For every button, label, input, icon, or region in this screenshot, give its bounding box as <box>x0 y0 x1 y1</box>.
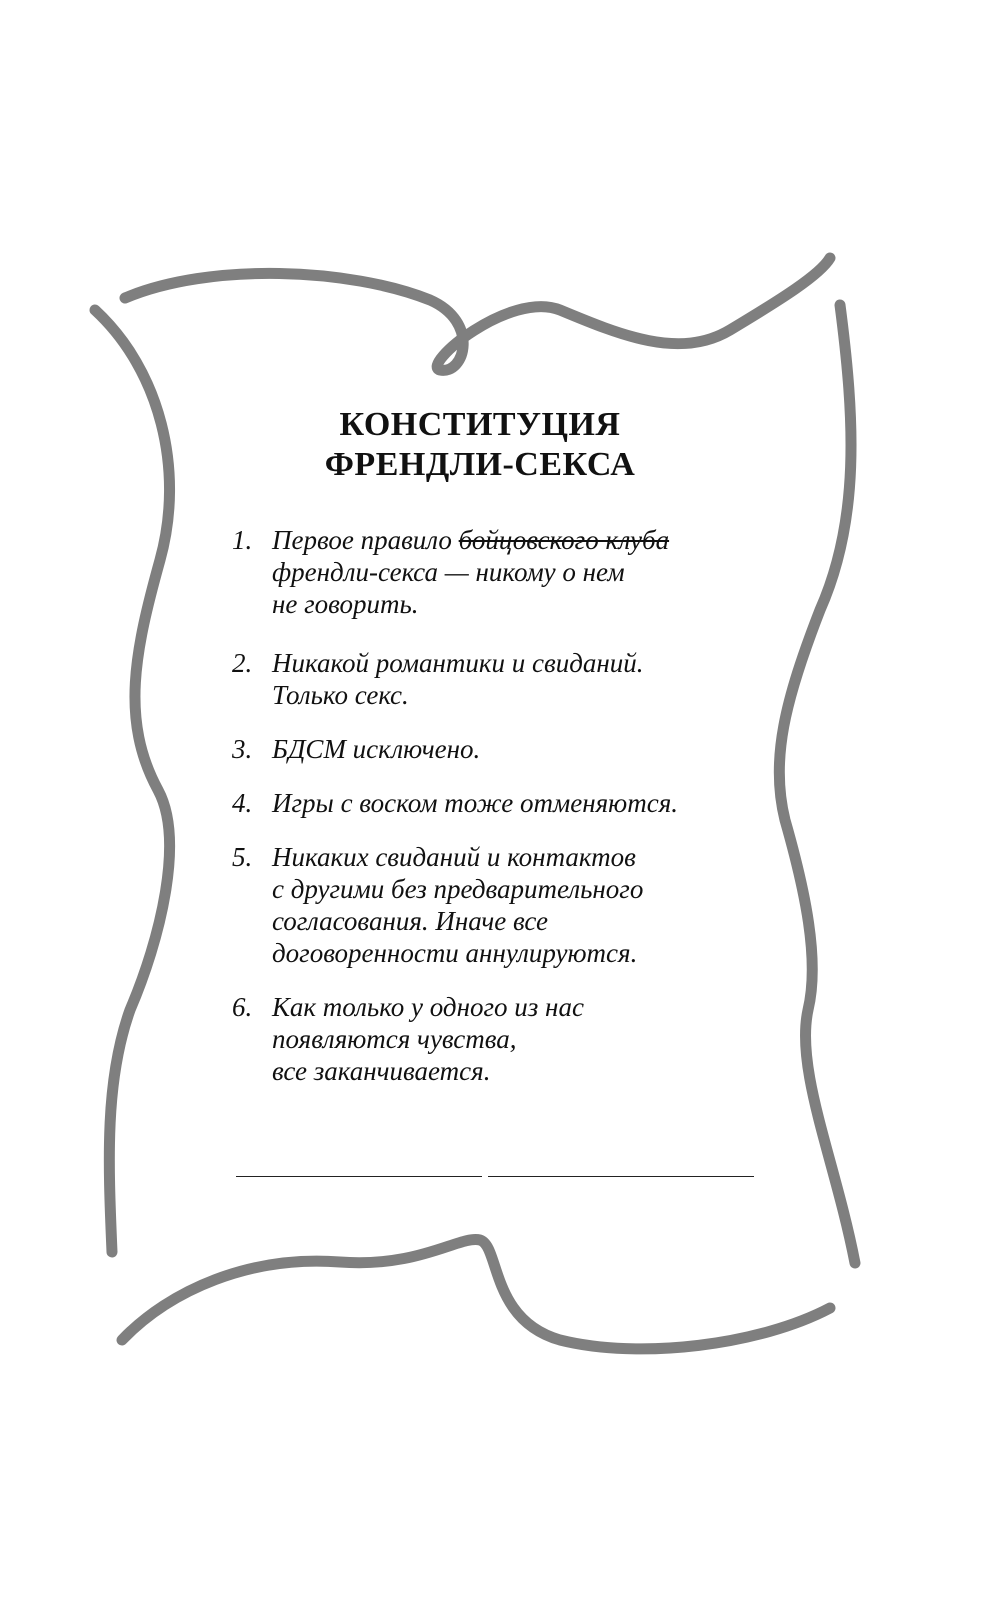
rule-text-line: договоренности аннулируются. <box>272 938 638 968</box>
frame-bottom-edge <box>122 1239 830 1348</box>
frame-right-edge <box>779 305 855 1263</box>
signature-line-left[interactable] <box>236 1176 482 1177</box>
rule-text-line: Только секс. <box>272 680 409 710</box>
rule-text-line: Никаких свиданий и контактов <box>272 842 636 872</box>
signature-line-right[interactable] <box>488 1176 754 1177</box>
rule-number: 5. <box>232 842 253 872</box>
struck-out-text: бойцовского клуба <box>458 525 670 555</box>
rule-number: 2. <box>232 648 253 678</box>
rule-number: 4. <box>232 788 253 818</box>
frame-top-edge <box>125 258 830 370</box>
rules-list <box>232 524 752 1087</box>
rule-item-6 <box>232 991 752 1087</box>
rule-text-plain: Первое правило <box>272 525 459 555</box>
rule-text <box>272 841 643 969</box>
rule-item-3 <box>232 733 752 765</box>
rule-text <box>272 524 669 620</box>
rule-item-1 <box>232 524 752 620</box>
rule-number: 3. <box>232 734 253 764</box>
rule-item-5 <box>232 841 752 969</box>
document-title-line-2: ФРЕНДЛИ-СЕКСА <box>324 446 636 483</box>
rule-number: 1. <box>232 525 253 555</box>
rule-text-line: БДСМ исключено. <box>272 734 481 764</box>
document-title-line-1: КОНСТИТУЦИЯ <box>339 406 621 443</box>
rule-text-line: Как только у одного из нас <box>272 992 584 1022</box>
rule-text-line: френдли-секса — никому о нем <box>272 557 625 587</box>
rule-text-line: появляются чувства, <box>272 1024 517 1054</box>
rule-text-line: согласования. Иначе все <box>272 906 549 936</box>
rule-number: 6. <box>232 992 253 1022</box>
rule-text-line: Игры с воском тоже отменяются. <box>272 788 679 818</box>
rule-text-line <box>272 524 669 556</box>
rule-text-line: с другими без предварительного <box>272 874 644 904</box>
rule-item-2 <box>232 647 752 711</box>
rule-text-line: не говорить. <box>272 589 419 619</box>
document-title <box>250 405 710 485</box>
rule-item-4 <box>232 787 752 819</box>
frame-left-edge <box>95 310 170 1252</box>
rule-text <box>272 647 644 711</box>
rule-text-line: Никакой романтики и свиданий. <box>272 648 644 678</box>
rule-text-line: все заканчивается. <box>272 1056 491 1086</box>
rule-text <box>272 991 584 1087</box>
signature-lines <box>236 1176 756 1178</box>
rule-text <box>272 733 480 765</box>
rule-text <box>272 787 678 819</box>
